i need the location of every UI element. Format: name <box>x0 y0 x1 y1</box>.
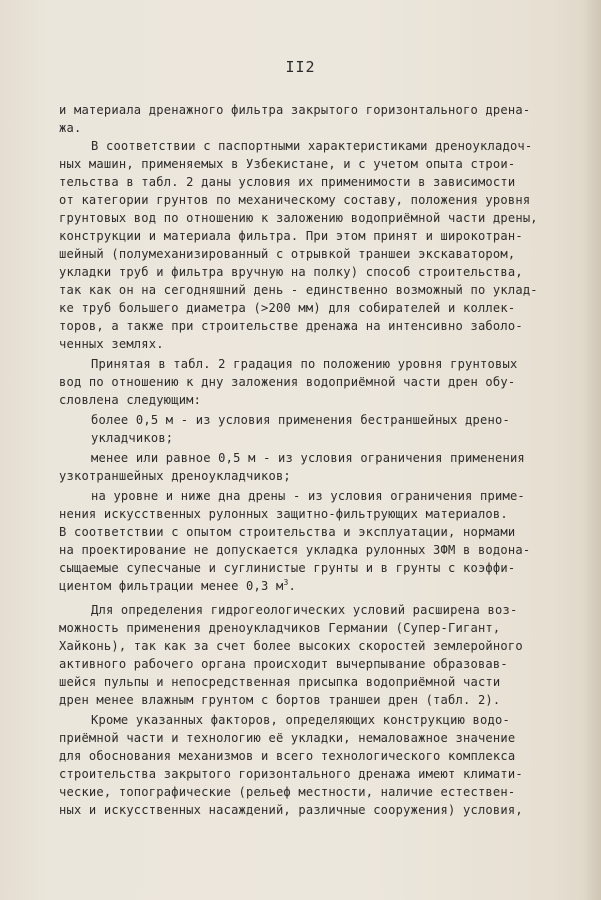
text-line: можность применения дреноукладчиков Германии (Супер-Гигант, <box>59 621 501 635</box>
text-line: менее или равное 0,5 м - из условия ограничения применения <box>91 451 525 465</box>
text-line: словлена следующим: <box>59 393 202 407</box>
text-line: тельства в табл. 2 даны условия их применимости в зависимости <box>59 175 516 189</box>
text-line: от категории грунтов по механическому составу, положения уровня <box>59 193 531 207</box>
text-line: на уровне и ниже дна дрены - из условия ограничения приме- <box>91 489 525 503</box>
text-line: В соответствии с паспортными характеристиками дреноукладоч- <box>91 139 533 153</box>
text-line: шейся пульпы и непосредственная присыпка водоприёмной части <box>59 675 501 689</box>
superscript-exponent: 3 <box>283 578 289 587</box>
text-line: и материала дренажного фильтра закрытого горизонтального дрена- <box>59 103 531 117</box>
text-line: Принятая в табл. 2 градация по положению уровня грунтовых <box>91 357 518 371</box>
text-line: ке труб большего диаметра (>200 мм) для собирателей и коллек- <box>59 301 516 315</box>
text-line: укладчиков; <box>91 431 174 445</box>
text-line: ных машин, применяемых в Узбекистане, и с учетом опыта строи- <box>59 157 516 171</box>
text-line: торов, а также при строительстве дренажа на интенсивно заболо- <box>59 319 523 333</box>
text-line: так как он на сегодняшний день - единственно возможный по уклад- <box>59 283 538 297</box>
text-line: более 0,5 м - из условия применения бестраншейных дрено- <box>91 413 510 427</box>
text-line: укладки труб и фильтра вручную на полку) способ строительства, <box>59 265 523 279</box>
text-line: шейный (полумеханизированный с отрывкой траншеи экскаватором, <box>59 247 516 261</box>
text-line: дрен менее влажным грунтом с бортов траншеи дрен (табл. 2). <box>59 693 501 707</box>
text-line: ческие, топографические (рельеф местности, наличие естествен- <box>59 785 516 799</box>
text-line: на проектирование не допускается укладка рулонных ЗФМ в водона- <box>59 543 531 557</box>
page-number: II2 <box>285 58 316 76</box>
text-line: для обоснования механизмов и всего технологического комплекса <box>59 749 516 763</box>
text-line-content: циентом фильтрации менее 0,3 м <box>59 579 284 593</box>
text-line: Хайконь), так как за счет более высоких скоростей землеройного <box>59 639 523 653</box>
text-line <box>59 577 296 595</box>
text-line: вод по отношению к дну заложения водоприёмной части дрен обу- <box>59 375 516 389</box>
text-line: Кроме указанных факторов, определяющих конструкцию водо- <box>91 713 510 727</box>
text-line: сыщаемые супесчаные и суглинистые грунты и в грунты с коэффи- <box>59 561 516 575</box>
text-line: ченных землях. <box>59 337 164 351</box>
text-line: строительства закрытого горизонтального дренажа имеют климати- <box>59 767 523 781</box>
text-line: приёмной части и технологию её укладки, немаловажное значение <box>59 731 516 745</box>
sentence-end: . <box>288 579 296 593</box>
text-line: активного рабочего органа происходит вычерпывание образовав- <box>59 657 508 671</box>
text-line: конструкции и материала фильтра. При этом принят и широкотран- <box>59 229 523 243</box>
text-line: Для определения гидрогеологических условий расширена воз- <box>91 603 518 617</box>
text-line: нения искусственных рулонных защитно-фильтрующих материалов. <box>59 507 508 521</box>
text-line: жа. <box>59 121 82 135</box>
text-line: грунтовых вод по отношению к заложению водоприёмной части дрены, <box>59 211 538 225</box>
page-edge-shadow <box>583 0 601 900</box>
text-line: узкотраншейных дреноукладчиков; <box>59 469 291 483</box>
text-line: В соответствии с опытом строительства и эксплуатации, нормами <box>59 525 516 539</box>
text-line: ных и искусственных насаждений, различные сооружения) условия, <box>59 803 523 817</box>
